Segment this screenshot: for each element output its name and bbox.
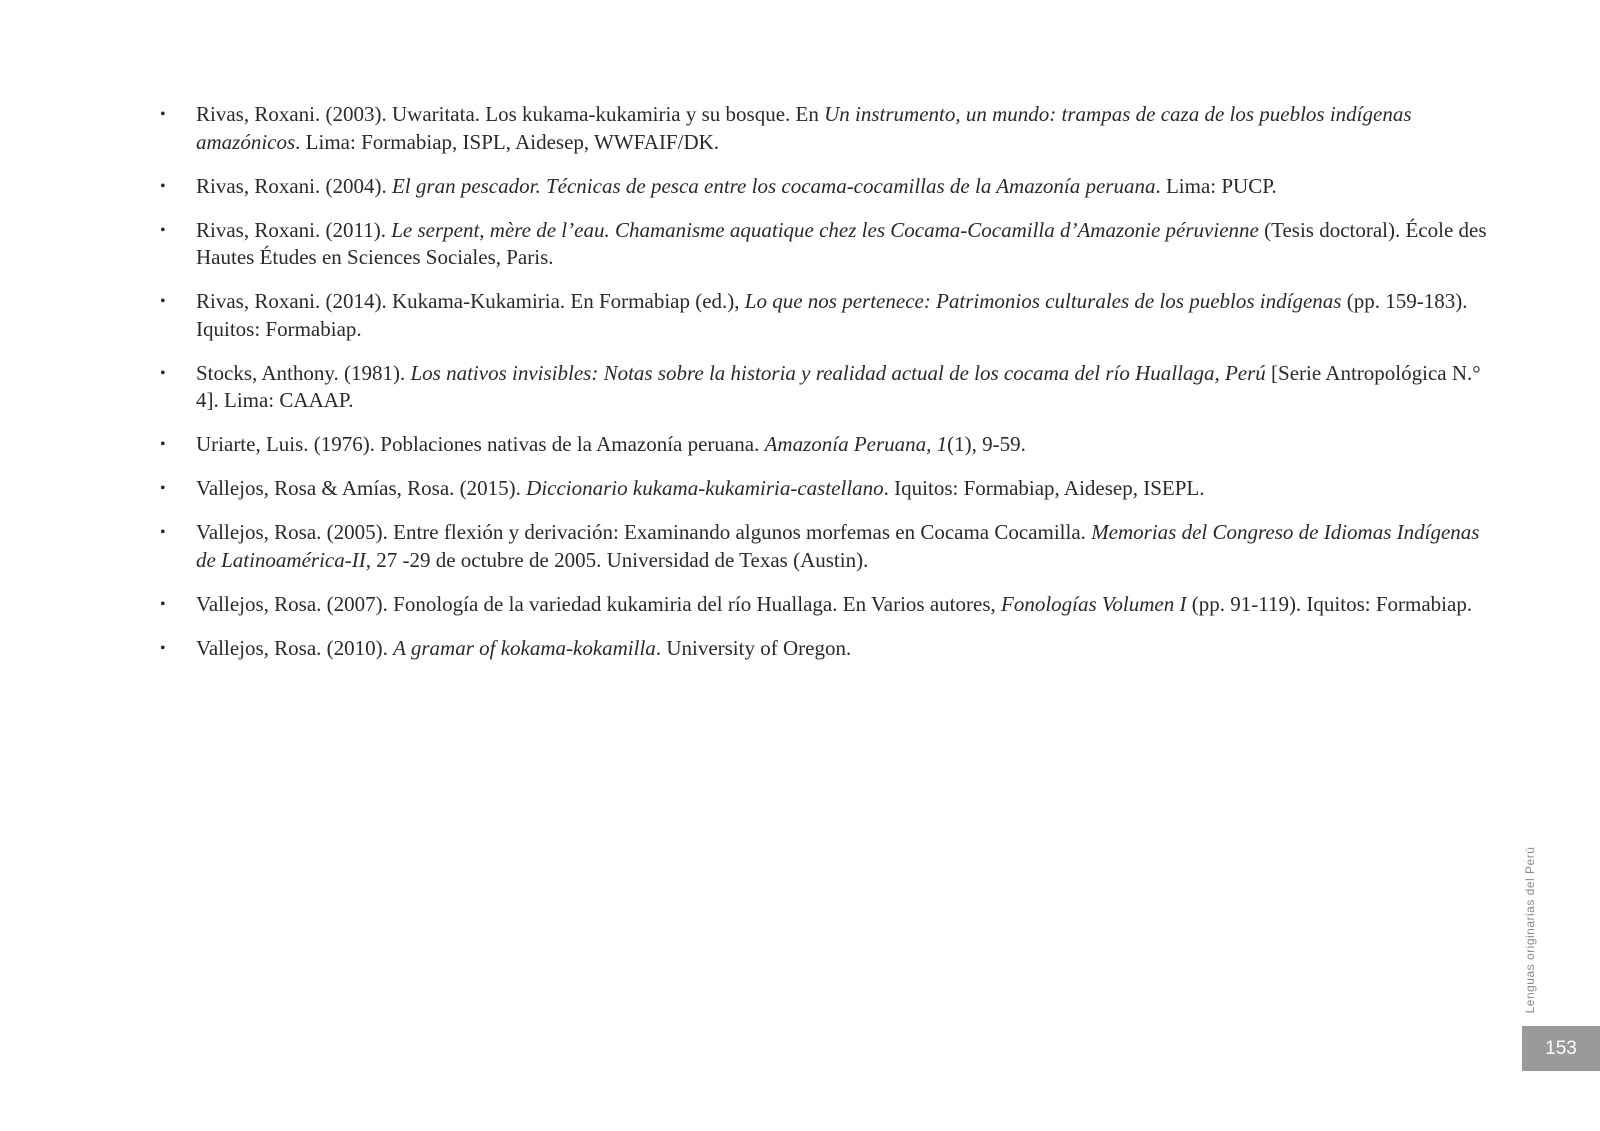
reference-text: . University of Oregon. bbox=[655, 635, 852, 660]
reference-text: Uriarte, Luis. (1976). Poblaciones nativas de la Amazonía peruana. bbox=[196, 432, 765, 456]
reference-title: Lo que nos pertenece: Patrimonios culturales de los pueblos indígenas bbox=[744, 289, 1342, 313]
reference-text: . Lima: Formabiap, ISPL, Aidesep, WWFAIF/DK. bbox=[295, 129, 720, 154]
bullet-icon: • bbox=[160, 639, 166, 657]
reference-title: A gramar of kokama-kokamilla bbox=[393, 635, 656, 660]
bullet-icon: • bbox=[160, 480, 166, 497]
bullet-icon: • bbox=[160, 293, 166, 310]
reference-item bbox=[160, 288, 1490, 343]
bullet-icon: • bbox=[160, 221, 166, 239]
reference-text: (pp. 159-183). Iquitos: Formabiap. bbox=[196, 289, 1468, 341]
reference-title: El gran pescador. Técnicas de pesca entre los cocama-cocamillas de la Amazonía peruana bbox=[391, 173, 1156, 198]
reference-text: Vallejos, Rosa & Amías, Rosa. (2015). bbox=[196, 476, 527, 500]
reference-text: . Iquitos: Formabiap, Aidesep, ISEPL. bbox=[883, 476, 1205, 500]
reference-title: Los nativos invisibles: Notas sobre la historia y realidad actual de los cocama del río Huallaga, Perú bbox=[410, 360, 1266, 385]
bullet-icon: • bbox=[160, 364, 166, 382]
bullet-icon: • bbox=[160, 106, 166, 123]
reference-text: Rivas, Roxani. (2014). Kukama-Kukamiria. En Formabiap (ed.), bbox=[196, 289, 745, 313]
reference-item bbox=[160, 475, 1490, 503]
reference-text: . Lima: PUCP. bbox=[1155, 173, 1277, 198]
reference-text: Vallejos, Rosa. (2010). bbox=[196, 635, 394, 660]
reference-text: (Tesis doctoral). École des Hautes Études en Sciences Sociales, Paris. bbox=[196, 217, 1487, 269]
reference-item bbox=[160, 635, 1490, 663]
bullet-icon: • bbox=[160, 436, 166, 453]
page-number: 153 bbox=[1522, 1026, 1600, 1071]
reference-item bbox=[160, 591, 1490, 619]
reference-item bbox=[160, 217, 1490, 272]
reference-list bbox=[160, 101, 1490, 679]
reference-text: Vallejos, Rosa. (2007). Fonología de la variedad kukamiria del río Huallaga. En Varios autores, bbox=[196, 591, 1001, 616]
reference-text: Vallejos, Rosa. (2005). Entre flexión y derivación: Examinando algunos morfemas en Cocama Cocamilla. bbox=[196, 520, 1092, 544]
reference-text: , 27 -29 de octubre de 2005. Universidad de Texas (Austin). bbox=[365, 547, 869, 572]
reference-title: Un instrumento, un mundo: trampas de caza de los pueblos indígenas amazónicos bbox=[196, 102, 1412, 154]
reference-text: Stocks, Anthony. (1981). bbox=[196, 360, 411, 385]
reference-text: [Serie Antropológica N.° 4]. Lima: CAAAP. bbox=[196, 360, 1481, 412]
reference-text: (1), 9-59. bbox=[947, 432, 1026, 456]
bullet-icon: • bbox=[160, 595, 166, 613]
reference-text: Rivas, Roxani. (2004). bbox=[196, 173, 392, 198]
reference-title: Le serpent, mère de l’eau. Chamanisme aquatique chez les Cocama-Cocamilla d’Amazonie péruvienne bbox=[391, 217, 1259, 242]
reference-text: (pp. 91-119). Iquitos: Formabiap. bbox=[1186, 591, 1473, 616]
reference-title: Fonologías Volumen I bbox=[1001, 591, 1187, 616]
reference-item bbox=[160, 519, 1490, 574]
reference-title: Diccionario kukama-kukamiria-castellano bbox=[526, 476, 884, 500]
running-footer-label: Lenguas originarias del Perú bbox=[1523, 846, 1537, 1014]
reference-text: Rivas, Roxani. (2003). Uwaritata. Los kukama-kukamiria y su bosque. En bbox=[196, 102, 825, 126]
reference-item bbox=[160, 360, 1490, 415]
reference-item bbox=[160, 431, 1490, 459]
reference-title: Memorias del Congreso de Idiomas Indígenas de Latinoamérica-II bbox=[196, 520, 1480, 572]
reference-title: Amazonía Peruana, 1 bbox=[764, 432, 948, 456]
reference-item bbox=[160, 101, 1490, 156]
reference-item bbox=[160, 173, 1490, 201]
bullet-icon: • bbox=[160, 177, 166, 195]
bullet-icon: • bbox=[160, 524, 166, 541]
reference-text: Rivas, Roxani. (2011). bbox=[196, 217, 392, 242]
